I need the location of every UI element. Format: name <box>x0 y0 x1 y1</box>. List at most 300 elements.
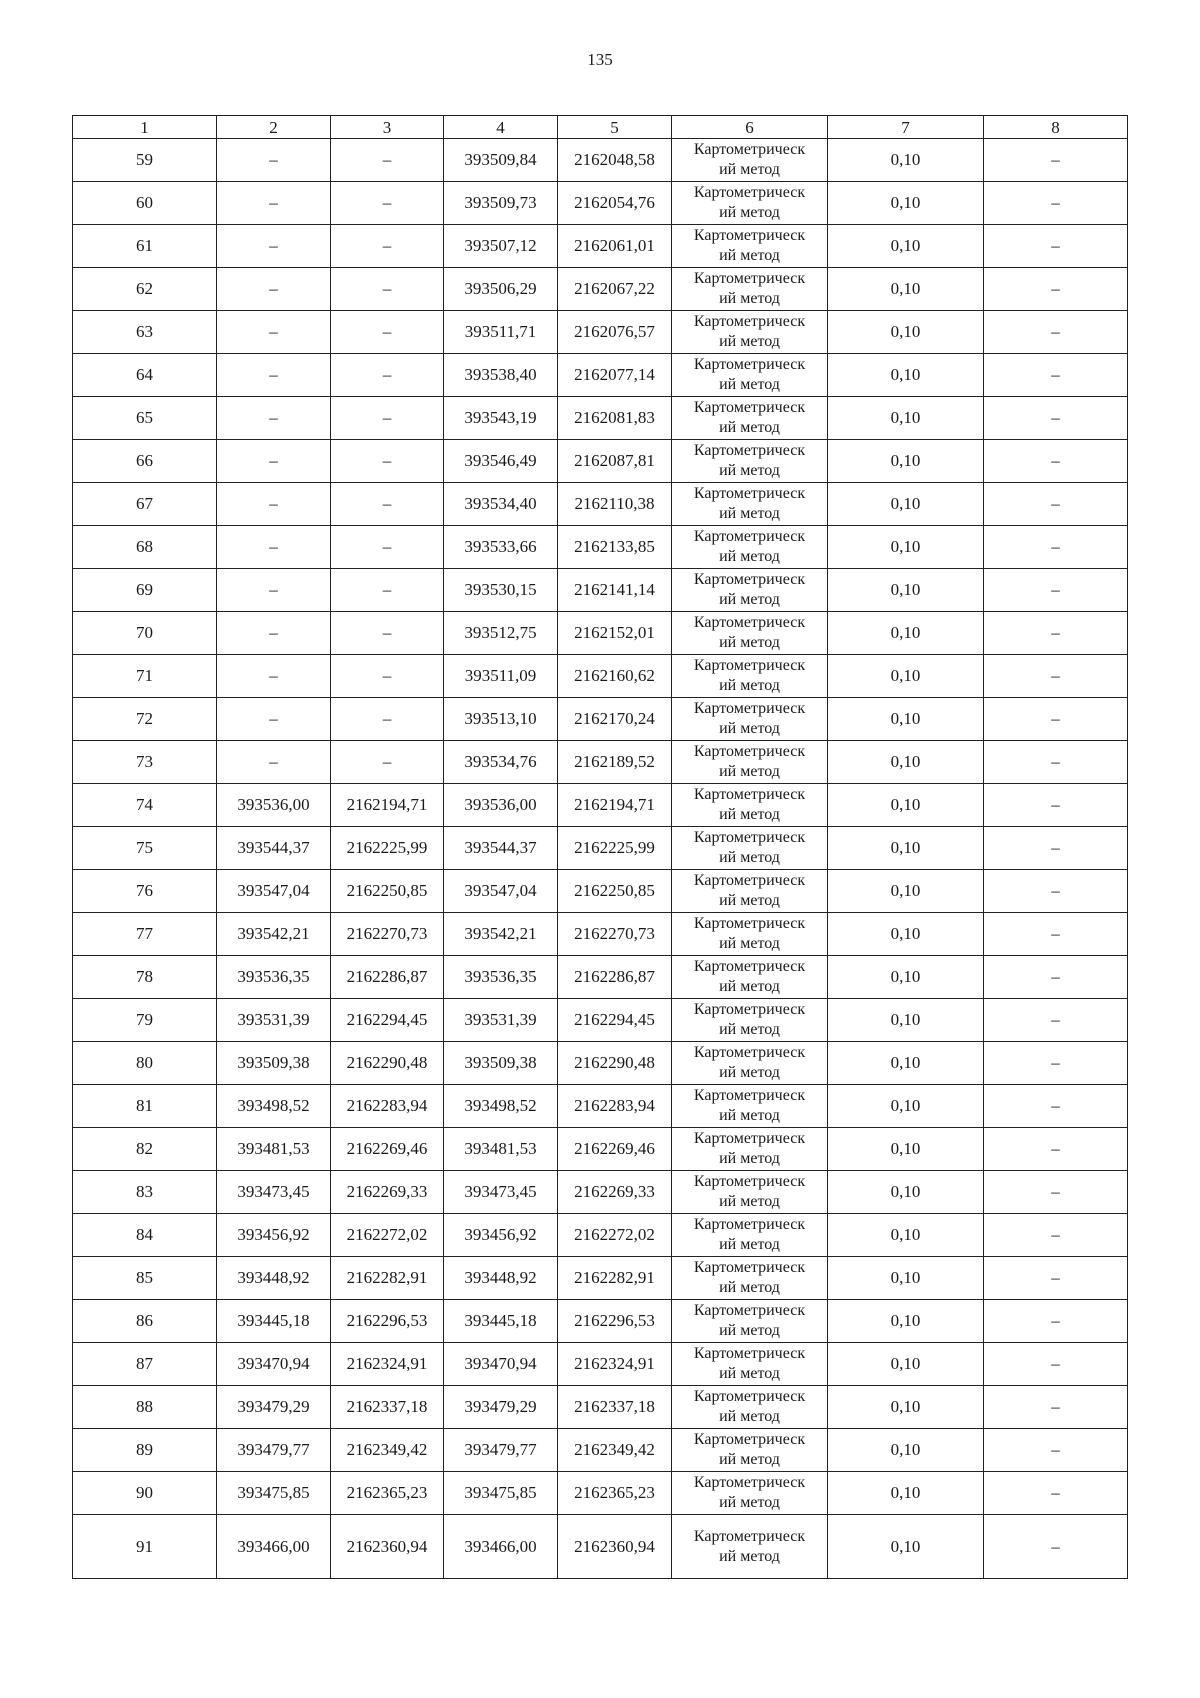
table-row <box>73 913 1128 956</box>
existing-y-cell: – <box>331 655 444 698</box>
method-cell <box>672 397 828 440</box>
table-row <box>73 268 1128 311</box>
accuracy-cell: 0,10 <box>828 741 984 784</box>
method-cell <box>672 741 828 784</box>
refined-x-cell: 393466,00 <box>444 1515 558 1579</box>
refined-y-cell: 2162365,23 <box>558 1472 672 1515</box>
method-text: Картометрическ <box>693 1474 806 1491</box>
existing-x-cell: – <box>217 569 331 612</box>
refined-y-cell: 2162189,52 <box>558 741 672 784</box>
existing-x-cell: 393542,21 <box>217 913 331 956</box>
description-cell: – <box>984 1300 1128 1343</box>
refined-x-cell: 393509,38 <box>444 1042 558 1085</box>
refined-x-cell: 393544,37 <box>444 827 558 870</box>
accuracy-cell: 0,10 <box>828 913 984 956</box>
method-text: ий метод <box>719 548 780 565</box>
method-text: ий метод <box>719 419 780 436</box>
table-row <box>73 1300 1128 1343</box>
method-text: Картометрическ <box>693 829 806 846</box>
accuracy-cell: 0,10 <box>828 784 984 827</box>
description-cell: – <box>984 1343 1128 1386</box>
existing-y-cell: – <box>331 698 444 741</box>
method-cell <box>672 569 828 612</box>
method-cell <box>672 827 828 870</box>
method-text: ий метод <box>719 333 780 350</box>
point-number-cell: 87 <box>73 1343 217 1386</box>
existing-y-cell: – <box>331 225 444 268</box>
accuracy-cell: 0,10 <box>828 999 984 1042</box>
accuracy-cell: 0,10 <box>828 655 984 698</box>
method-text: ий метод <box>719 677 780 694</box>
method-text: ий метод <box>719 1547 780 1565</box>
accuracy-cell: 0,10 <box>828 1128 984 1171</box>
method-text: ий метод <box>719 935 780 952</box>
accuracy-cell: 0,10 <box>828 569 984 612</box>
point-number-cell: 78 <box>73 956 217 999</box>
point-number-cell: 71 <box>73 655 217 698</box>
accuracy-cell: 0,10 <box>828 1257 984 1300</box>
refined-y-cell: 2162076,57 <box>558 311 672 354</box>
method-text: Картометрическ <box>693 1173 806 1190</box>
point-number-cell: 72 <box>73 698 217 741</box>
method-text: Картометрическ <box>693 270 806 287</box>
refined-y-cell: 2162067,22 <box>558 268 672 311</box>
existing-y-cell: 2162283,94 <box>331 1085 444 1128</box>
existing-y-cell: – <box>331 569 444 612</box>
existing-y-cell: 2162269,33 <box>331 1171 444 1214</box>
refined-x-cell: 393546,49 <box>444 440 558 483</box>
method-text: ий метод <box>719 720 780 737</box>
table-row <box>73 956 1128 999</box>
column-header: 4 <box>444 116 558 139</box>
existing-y-cell: – <box>331 139 444 182</box>
existing-y-cell: – <box>331 354 444 397</box>
table-row <box>73 1472 1128 1515</box>
method-text: ий метод <box>719 1021 780 1038</box>
refined-x-cell: 393470,94 <box>444 1343 558 1386</box>
point-number-cell: 70 <box>73 612 217 655</box>
refined-x-cell: 393456,92 <box>444 1214 558 1257</box>
refined-y-cell: 2162269,46 <box>558 1128 672 1171</box>
accuracy-cell: 0,10 <box>828 870 984 913</box>
accuracy-cell: 0,10 <box>828 397 984 440</box>
description-cell: – <box>984 268 1128 311</box>
method-cell <box>672 311 828 354</box>
table-row <box>73 225 1128 268</box>
method-text: Картометрическ <box>693 786 806 803</box>
description-cell: – <box>984 1214 1128 1257</box>
method-text: ий метод <box>719 978 780 995</box>
refined-y-cell: 2162270,73 <box>558 913 672 956</box>
existing-y-cell: 2162365,23 <box>331 1472 444 1515</box>
refined-y-cell: 2162087,81 <box>558 440 672 483</box>
method-cell <box>672 1171 828 1214</box>
method-text: ий метод <box>719 1408 780 1425</box>
existing-x-cell: – <box>217 311 331 354</box>
method-cell <box>672 182 828 225</box>
existing-y-cell: 2162282,91 <box>331 1257 444 1300</box>
method-cell <box>672 956 828 999</box>
refined-y-cell: 2162294,45 <box>558 999 672 1042</box>
table-row <box>73 182 1128 225</box>
refined-x-cell: 393536,00 <box>444 784 558 827</box>
existing-y-cell: 2162269,46 <box>331 1128 444 1171</box>
description-cell: – <box>984 182 1128 225</box>
existing-y-cell: 2162349,42 <box>331 1429 444 1472</box>
method-cell <box>672 1128 828 1171</box>
description-cell: – <box>984 1042 1128 1085</box>
method-cell <box>672 1085 828 1128</box>
description-cell: – <box>984 225 1128 268</box>
method-text: ий метод <box>719 376 780 393</box>
existing-x-cell: 393536,35 <box>217 956 331 999</box>
existing-x-cell: 393448,92 <box>217 1257 331 1300</box>
method-text: ий метод <box>719 806 780 823</box>
method-text: Картометрическ <box>693 399 806 416</box>
accuracy-cell: 0,10 <box>828 1429 984 1472</box>
point-number-cell: 76 <box>73 870 217 913</box>
existing-x-cell: – <box>217 182 331 225</box>
existing-y-cell: – <box>331 612 444 655</box>
refined-y-cell: 2162160,62 <box>558 655 672 698</box>
method-cell <box>672 655 828 698</box>
refined-x-cell: 393509,73 <box>444 182 558 225</box>
method-text: ий метод <box>719 1193 780 1210</box>
method-cell <box>672 999 828 1042</box>
existing-x-cell: 393475,85 <box>217 1472 331 1515</box>
method-cell <box>672 1300 828 1343</box>
table-row <box>73 870 1128 913</box>
existing-y-cell: 2162360,94 <box>331 1515 444 1579</box>
description-cell: – <box>984 1386 1128 1429</box>
method-text: Картометрическ <box>693 958 806 975</box>
method-text: Картометрическ <box>693 313 806 330</box>
method-text: Картометрическ <box>693 227 806 244</box>
existing-x-cell: – <box>217 397 331 440</box>
point-number-cell: 65 <box>73 397 217 440</box>
method-text: ий метод <box>719 1279 780 1296</box>
method-text: Картометрическ <box>693 1259 806 1276</box>
refined-x-cell: 393534,76 <box>444 741 558 784</box>
refined-x-cell: 393531,39 <box>444 999 558 1042</box>
method-cell <box>672 268 828 311</box>
refined-y-cell: 2162054,76 <box>558 182 672 225</box>
description-cell: – <box>984 440 1128 483</box>
refined-y-cell: 2162048,58 <box>558 139 672 182</box>
table-row <box>73 698 1128 741</box>
description-cell: – <box>984 354 1128 397</box>
point-number-cell: 68 <box>73 526 217 569</box>
method-text: Картометрическ <box>693 485 806 502</box>
existing-y-cell: – <box>331 741 444 784</box>
method-cell <box>672 698 828 741</box>
existing-y-cell: – <box>331 182 444 225</box>
refined-y-cell: 2162133,85 <box>558 526 672 569</box>
existing-x-cell: – <box>217 655 331 698</box>
existing-x-cell: 393456,92 <box>217 1214 331 1257</box>
method-text: ий метод <box>719 204 780 221</box>
method-cell <box>672 1214 828 1257</box>
refined-x-cell: 393506,29 <box>444 268 558 311</box>
column-header: 1 <box>73 116 217 139</box>
accuracy-cell: 0,10 <box>828 1171 984 1214</box>
description-cell: – <box>984 483 1128 526</box>
method-text: ий метод <box>719 247 780 264</box>
existing-y-cell: – <box>331 526 444 569</box>
description-cell: – <box>984 526 1128 569</box>
description-cell: – <box>984 784 1128 827</box>
method-text: Картометрическ <box>693 657 806 674</box>
table-row <box>73 354 1128 397</box>
existing-y-cell: 2162270,73 <box>331 913 444 956</box>
table-row <box>73 440 1128 483</box>
refined-x-cell: 393513,10 <box>444 698 558 741</box>
method-text: Картометрическ <box>693 184 806 201</box>
point-number-cell: 80 <box>73 1042 217 1085</box>
description-cell: – <box>984 1171 1128 1214</box>
existing-x-cell: 393445,18 <box>217 1300 331 1343</box>
description-cell: – <box>984 913 1128 956</box>
point-number-cell: 88 <box>73 1386 217 1429</box>
accuracy-cell: 0,10 <box>828 827 984 870</box>
description-cell: – <box>984 1128 1128 1171</box>
point-number-cell: 89 <box>73 1429 217 1472</box>
description-cell: – <box>984 1472 1128 1515</box>
existing-y-cell: 2162272,02 <box>331 1214 444 1257</box>
table-row <box>73 1171 1128 1214</box>
existing-x-cell: 393531,39 <box>217 999 331 1042</box>
description-cell: – <box>984 827 1128 870</box>
table-row <box>73 1085 1128 1128</box>
method-text: Картометрическ <box>693 1130 806 1147</box>
method-text: Картометрическ <box>693 1388 806 1405</box>
description-cell: – <box>984 397 1128 440</box>
table-row <box>73 655 1128 698</box>
column-header: 2 <box>217 116 331 139</box>
method-text: Картометрическ <box>693 915 806 932</box>
refined-x-cell: 393542,21 <box>444 913 558 956</box>
table-row <box>73 311 1128 354</box>
point-number-cell: 91 <box>73 1515 217 1579</box>
method-text: ий метод <box>719 1322 780 1339</box>
method-text: ий метод <box>719 462 780 479</box>
refined-x-cell: 393533,66 <box>444 526 558 569</box>
method-text: ий метод <box>719 634 780 651</box>
existing-x-cell: 393536,00 <box>217 784 331 827</box>
refined-x-cell: 393543,19 <box>444 397 558 440</box>
method-text: ий метод <box>719 892 780 909</box>
description-cell: – <box>984 956 1128 999</box>
method-text: Картометрическ <box>693 442 806 459</box>
existing-x-cell: 393509,38 <box>217 1042 331 1085</box>
accuracy-cell: 0,10 <box>828 1386 984 1429</box>
table-row <box>73 526 1128 569</box>
existing-x-cell: – <box>217 741 331 784</box>
method-text: Картометрическ <box>693 1001 806 1018</box>
accuracy-cell: 0,10 <box>828 1300 984 1343</box>
point-number-cell: 86 <box>73 1300 217 1343</box>
existing-y-cell: 2162194,71 <box>331 784 444 827</box>
existing-y-cell: 2162286,87 <box>331 956 444 999</box>
existing-y-cell: – <box>331 397 444 440</box>
method-text: Картометрическ <box>693 1431 806 1448</box>
method-text: Картометрическ <box>693 700 806 717</box>
description-cell: – <box>984 1429 1128 1472</box>
refined-x-cell: 393511,09 <box>444 655 558 698</box>
method-cell <box>672 139 828 182</box>
point-number-cell: 79 <box>73 999 217 1042</box>
table-row <box>73 1386 1128 1429</box>
refined-y-cell: 2162360,94 <box>558 1515 672 1579</box>
method-text: Картометрическ <box>693 1087 806 1104</box>
description-cell: – <box>984 698 1128 741</box>
refined-x-cell: 393481,53 <box>444 1128 558 1171</box>
method-text: Картометрическ <box>693 1527 806 1545</box>
existing-x-cell: 393470,94 <box>217 1343 331 1386</box>
refined-y-cell: 2162152,01 <box>558 612 672 655</box>
point-number-cell: 64 <box>73 354 217 397</box>
point-number-cell: 69 <box>73 569 217 612</box>
description-cell: – <box>984 612 1128 655</box>
method-cell <box>672 1429 828 1472</box>
method-text: ий метод <box>719 763 780 780</box>
point-number-cell: 82 <box>73 1128 217 1171</box>
point-number-cell: 81 <box>73 1085 217 1128</box>
refined-x-cell: 393473,45 <box>444 1171 558 1214</box>
refined-y-cell: 2162296,53 <box>558 1300 672 1343</box>
method-cell <box>672 870 828 913</box>
method-text: Картометрическ <box>693 141 806 158</box>
column-header: 7 <box>828 116 984 139</box>
existing-y-cell: 2162324,91 <box>331 1343 444 1386</box>
method-text: Картометрическ <box>693 1216 806 1233</box>
accuracy-cell: 0,10 <box>828 1472 984 1515</box>
method-cell <box>672 784 828 827</box>
existing-x-cell: – <box>217 440 331 483</box>
existing-y-cell: 2162290,48 <box>331 1042 444 1085</box>
method-text: ий метод <box>719 1365 780 1382</box>
method-text: ий метод <box>719 161 780 178</box>
refined-x-cell: 393448,92 <box>444 1257 558 1300</box>
accuracy-cell: 0,10 <box>828 1343 984 1386</box>
refined-y-cell: 2162349,42 <box>558 1429 672 1472</box>
accuracy-cell: 0,10 <box>828 612 984 655</box>
point-number-cell: 66 <box>73 440 217 483</box>
refined-y-cell: 2162269,33 <box>558 1171 672 1214</box>
existing-x-cell: 393479,29 <box>217 1386 331 1429</box>
refined-x-cell: 393530,15 <box>444 569 558 612</box>
refined-y-cell: 2162337,18 <box>558 1386 672 1429</box>
point-number-cell: 75 <box>73 827 217 870</box>
existing-x-cell: 393481,53 <box>217 1128 331 1171</box>
method-text: Картометрическ <box>693 872 806 889</box>
refined-y-cell: 2162061,01 <box>558 225 672 268</box>
method-cell <box>672 1343 828 1386</box>
table-row <box>73 569 1128 612</box>
method-cell <box>672 913 828 956</box>
method-cell <box>672 483 828 526</box>
point-number-cell: 90 <box>73 1472 217 1515</box>
existing-x-cell: – <box>217 483 331 526</box>
table-row <box>73 139 1128 182</box>
existing-x-cell: – <box>217 526 331 569</box>
refined-y-cell: 2162141,14 <box>558 569 672 612</box>
existing-x-cell: – <box>217 698 331 741</box>
table-row <box>73 1429 1128 1472</box>
method-text: Картометрическ <box>693 571 806 588</box>
description-cell: – <box>984 1515 1128 1579</box>
existing-x-cell: – <box>217 268 331 311</box>
refined-y-cell: 2162250,85 <box>558 870 672 913</box>
accuracy-cell: 0,10 <box>828 1515 984 1579</box>
table-row <box>73 1042 1128 1085</box>
point-number-cell: 63 <box>73 311 217 354</box>
existing-y-cell: 2162337,18 <box>331 1386 444 1429</box>
existing-x-cell: – <box>217 139 331 182</box>
description-cell: – <box>984 1257 1128 1300</box>
column-header: 3 <box>331 116 444 139</box>
refined-x-cell: 393534,40 <box>444 483 558 526</box>
table-row <box>73 1343 1128 1386</box>
accuracy-cell: 0,10 <box>828 440 984 483</box>
table-row <box>73 483 1128 526</box>
accuracy-cell: 0,10 <box>828 139 984 182</box>
existing-x-cell: 393466,00 <box>217 1515 331 1579</box>
description-cell: – <box>984 655 1128 698</box>
refined-x-cell: 393511,71 <box>444 311 558 354</box>
refined-x-cell: 393547,04 <box>444 870 558 913</box>
method-text: Картометрическ <box>693 743 806 760</box>
refined-x-cell: 393479,77 <box>444 1429 558 1472</box>
point-number-cell: 84 <box>73 1214 217 1257</box>
existing-x-cell: 393479,77 <box>217 1429 331 1472</box>
method-text: Картометрическ <box>693 1345 806 1362</box>
accuracy-cell: 0,10 <box>828 1214 984 1257</box>
description-cell: – <box>984 999 1128 1042</box>
point-number-cell: 62 <box>73 268 217 311</box>
refined-y-cell: 2162282,91 <box>558 1257 672 1300</box>
method-cell <box>672 440 828 483</box>
refined-x-cell: 393507,12 <box>444 225 558 268</box>
table-row <box>73 1257 1128 1300</box>
refined-x-cell: 393445,18 <box>444 1300 558 1343</box>
coordinates-table <box>72 115 1128 1579</box>
method-text: Картометрическ <box>693 1302 806 1319</box>
header-row <box>73 116 1128 139</box>
point-number-cell: 74 <box>73 784 217 827</box>
existing-y-cell: – <box>331 440 444 483</box>
point-number-cell: 61 <box>73 225 217 268</box>
accuracy-cell: 0,10 <box>828 268 984 311</box>
point-number-cell: 67 <box>73 483 217 526</box>
method-cell <box>672 612 828 655</box>
existing-x-cell: 393547,04 <box>217 870 331 913</box>
refined-x-cell: 393536,35 <box>444 956 558 999</box>
method-text: ий метод <box>719 1494 780 1511</box>
table-row <box>73 741 1128 784</box>
existing-y-cell: – <box>331 483 444 526</box>
point-number-cell: 73 <box>73 741 217 784</box>
existing-x-cell: – <box>217 225 331 268</box>
accuracy-cell: 0,10 <box>828 311 984 354</box>
point-number-cell: 59 <box>73 139 217 182</box>
accuracy-cell: 0,10 <box>828 483 984 526</box>
method-cell <box>672 1472 828 1515</box>
refined-y-cell: 2162324,91 <box>558 1343 672 1386</box>
point-number-cell: 77 <box>73 913 217 956</box>
page-number: 135 <box>587 50 613 69</box>
accuracy-cell: 0,10 <box>828 354 984 397</box>
